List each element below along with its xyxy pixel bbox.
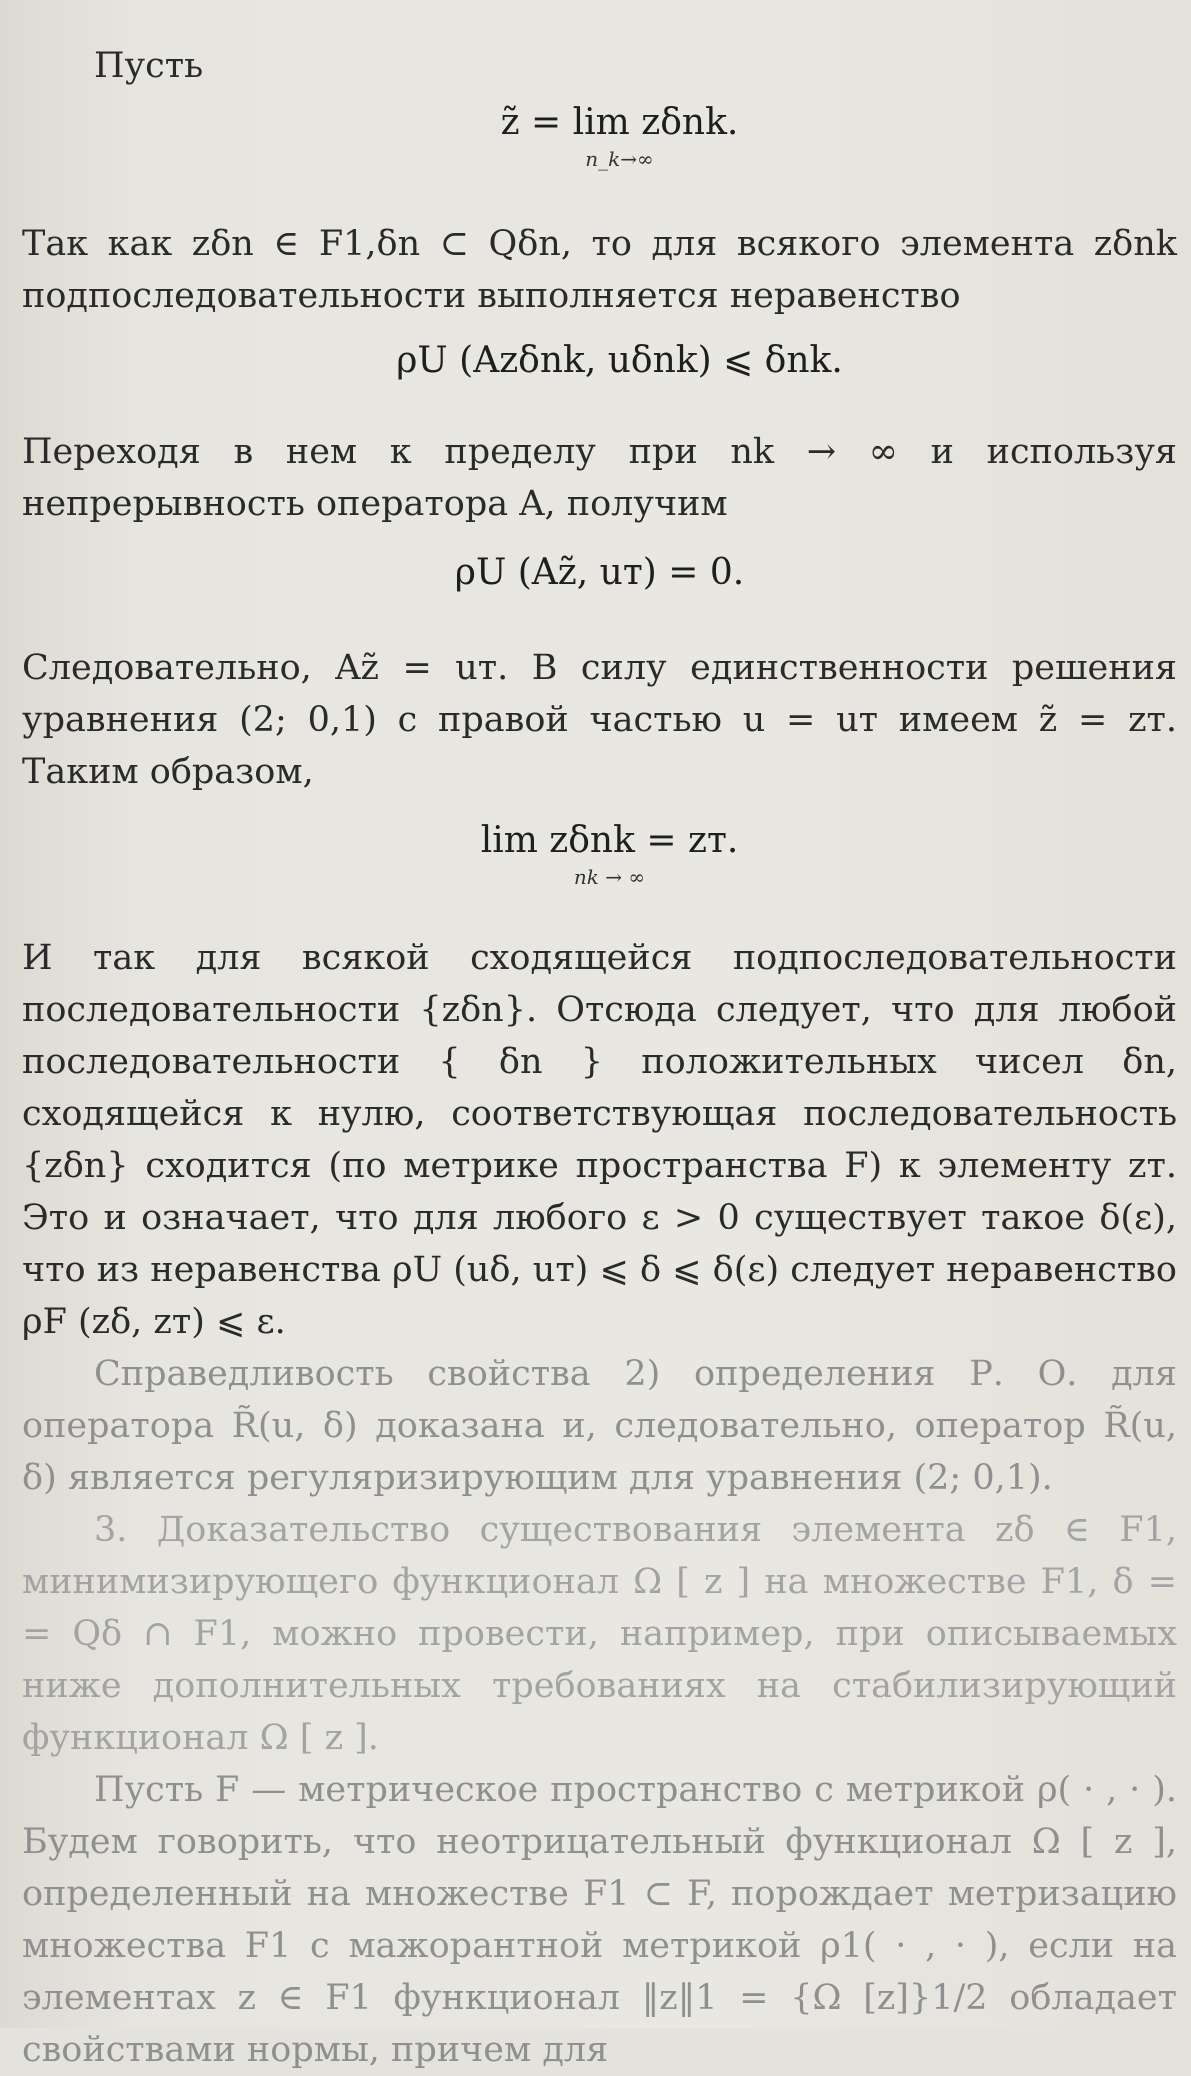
paragraph-6: 3. Доказательство существования элемента zδ ∈ F1, минимизирующего функционал Ω [ z ] на множестве F1, δ = = Qδ ∩ F1, можно провести, например, при описываемых ниже дополнительных требованиях на стабилизирующий функционал Ω [ z ]. — [22, 1510, 1177, 1758]
formula-limit-z — [22, 98, 1177, 170]
paragraph-3: Следовательно, Az̃ = uт. В силу единственности решения уравнения (2; 0,1) с правой частью u = uт имеем z̃ = zт. Таким образом, — [22, 648, 1177, 792]
formula-limit-z-tail: δnk. — [660, 102, 739, 143]
formula-limit-z-main: z̃ = lim z — [500, 102, 661, 143]
formula-limit-zt-sub: nk → ∞ — [573, 865, 646, 889]
paragraph-7: Пусть F — метрическое пространство с метрикой ρ( · , · ). Будем говорить, что неотрицательный функционал Ω [ z ], определенный на множестве F1 ⊂ F, порождает метризацию множества F1 с мажорантной метрикой ρ1( · , · ), если на элементах z ∈ F1 функционал ‖z‖1 = {Ω [z]}1/2 обладает свойствами нормы, причем для — [22, 1770, 1177, 2070]
formula-inequality: ρU (Azδnk, uδnk) ⩽ δnk. — [396, 340, 843, 381]
formula-limit-z-sub: n_k→∞ — [585, 147, 654, 171]
formula-limit-zt — [22, 816, 1177, 888]
formula-limit-zt-main: lim zδnk = zт. — [480, 820, 739, 861]
intro-word: Пусть — [94, 46, 204, 86]
paragraph-2: Переходя в нем к пределу при nk → ∞ и используя непрерывность оператора A, получим — [22, 432, 1177, 524]
paragraph-5: Справедливость свойства 2) определения Р. О. для оператора R̃(u, δ) доказана и, следовательно, оператор R̃(u, δ) является регуляризирующим для уравнения (2; 0,1). — [22, 1354, 1177, 1498]
paragraph-4: И так для всякой сходящейся подпоследовательности последовательности {zδn}. Отсюда следует, что для любой последовательности { δn } положительных чисел δn, сходящейся к нулю, соответствующая последовательность {zδn} сходится (по метрике пространства F) к элементу zт. Это и означает, что для любого ε > 0 существует такое δ(ε), что из неравенства ρU (uδ, uт) ⩽ δ ⩽ δ(ε) следует неравенство ρF (zδ, zт) ⩽ ε. — [22, 938, 1177, 1342]
formula-rho-zero: ρU (Az̃, uт) = 0. — [454, 552, 745, 593]
paragraph-1: Так как zδn ∈ F1,δn ⊂ Qδn, то для всякого элемента zδnk подпоследовательности выполняется неравенство — [22, 224, 1177, 316]
